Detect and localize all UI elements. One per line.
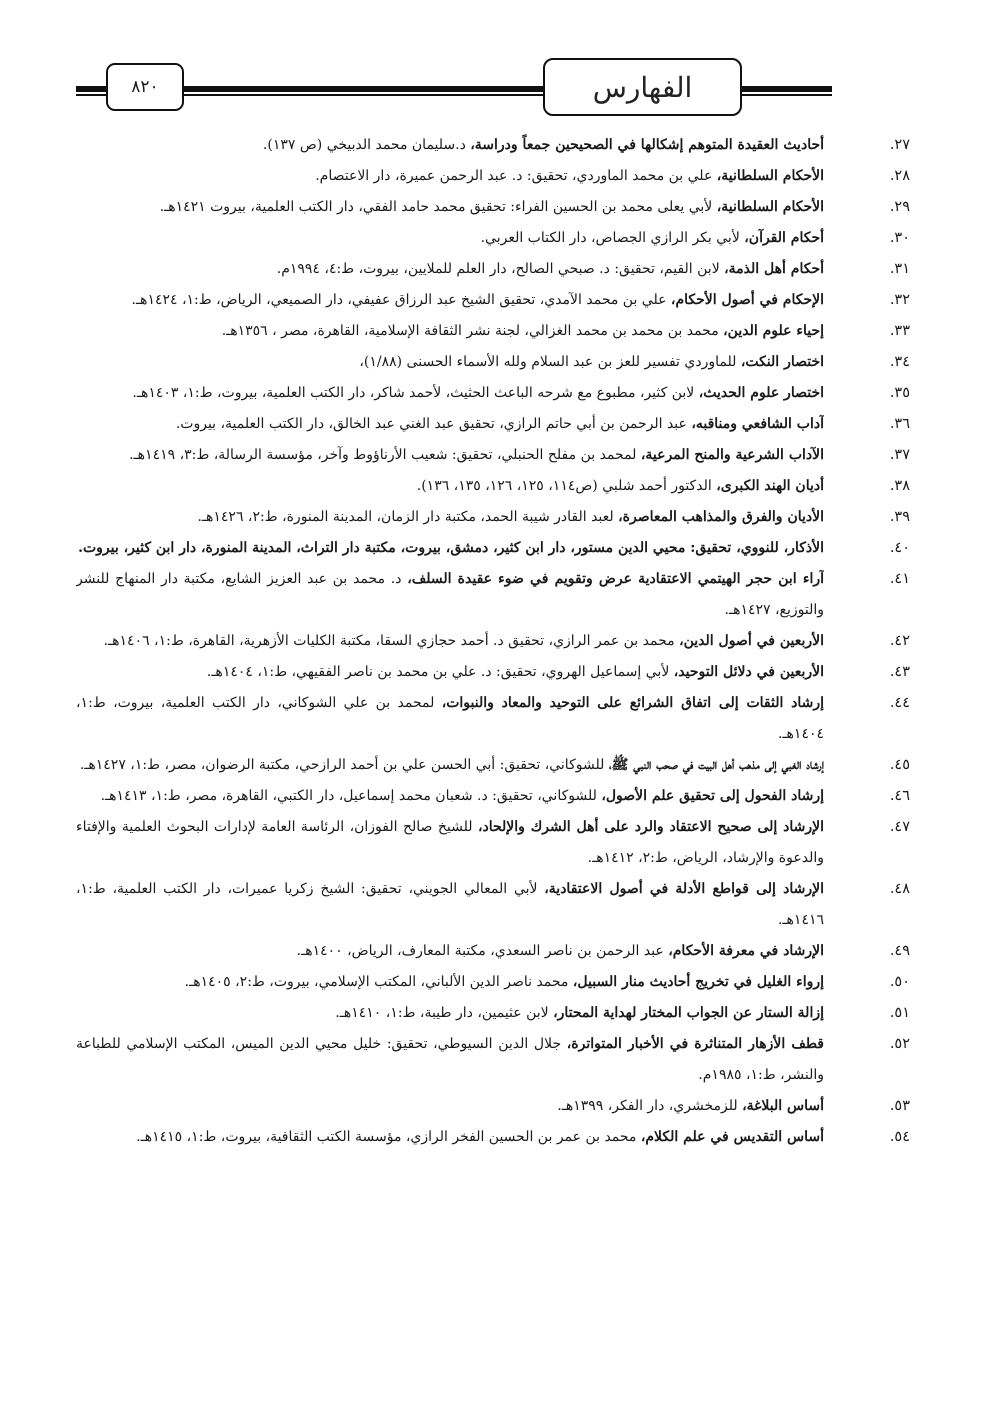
entry-title: الأذكار، للنووي، تحقيق: محيي الدين مستور، دار ابن كثير، دمشق، بيروت، مكتبة دار التراث، المدينة المنورة، دار ابن كثير، بيروت. — [78, 540, 824, 556]
entry-title: آراء ابن حجر الهيتمي الاعتقادية عرض وتقويم في ضوء عقيدة السلف، — [407, 571, 824, 587]
reference-entry — [76, 967, 910, 998]
entry-number: ٣٦. — [889, 416, 910, 432]
entry-number: ٤٨. — [889, 881, 910, 897]
reference-entry — [76, 688, 910, 750]
entry-title: الإحكام في أصول الأحكام، — [670, 292, 824, 308]
entry-title: الآداب الشرعية والمنح المرعية، — [640, 447, 824, 463]
entry-details: محمد ناصر الدين الألباني، المكتب الإسلامي، بيروت، ط:٢، ١٤٠٥هـ. — [184, 974, 573, 990]
entry-number: ٢٧. — [889, 137, 910, 153]
entry-details: جلال الدين السيوطي، تحقيق: خليل محيي الدين الميس، المكتب الإسلامي للطباعة والنشر، ط:١، ١٩٨٥م. — [76, 1036, 824, 1083]
reference-entry — [76, 936, 910, 967]
entry-title: قطف الأزهار المتناثرة في الأخبار المتواترة، — [566, 1036, 824, 1052]
entry-details: لأبي بكر الرازي الجصاص، دار الكتاب العربي. — [480, 230, 745, 246]
entry-title: اختصار النكت، — [740, 354, 824, 370]
entry-details: عبد الرحمن بن أبي حاتم الرازي، تحقيق عبد الغني عبد الخالق، دار الكتب العلمية، بيروت. — [175, 416, 692, 432]
entry-text — [76, 1029, 824, 1091]
entry-number: ٣٨. — [889, 478, 910, 494]
entry-text — [76, 688, 824, 750]
entry-details: للزمخشري، دار الفكر، ١٣٩٩هـ. — [557, 1098, 743, 1114]
entry-number: ٢٩. — [889, 199, 910, 215]
entry-text — [76, 440, 824, 471]
reference-entry — [76, 192, 910, 223]
entry-details: للشوكاني، تحقيق: أبي الحسن علي بن أحمد الرازحي، مكتبة الرضوان، مصر، ط:١، ١٤٢٧هـ. — [79, 757, 609, 773]
entry-text — [76, 378, 824, 409]
entry-text — [76, 967, 824, 998]
entry-text — [76, 781, 824, 812]
entry-text — [76, 161, 824, 192]
reference-entry — [76, 1091, 910, 1122]
reference-entry — [76, 409, 910, 440]
entry-title: الإرشاد إلى صحيح الاعتقاد والرد على أهل الشرك والإلحاد، — [477, 819, 824, 835]
entry-text — [76, 874, 824, 936]
entry-details: لمحمد بن علي الشوكاني، دار الكتب العلمية، بيروت، ط:١، ١٤٠٤هـ. — [76, 695, 824, 742]
reference-entry — [76, 626, 910, 657]
entry-text — [76, 316, 824, 347]
entry-details: لأبي المعالي الجويني، تحقيق: الشيخ زكريا عميرات، دار الكتب العلمية، ط:١، ١٤١٦هـ. — [76, 881, 824, 928]
entry-text — [76, 812, 824, 874]
entry-number: ٣٢. — [889, 292, 910, 308]
entry-details: محمد بن عمر بن الحسين الفخر الرازي، مؤسسة الكتب الثقافية، بيروت، ط:١، ١٤١٥هـ. — [136, 1129, 641, 1145]
entry-details: للشيخ صالح الفوزان، الرئاسة العامة لإدارات البحوث العلمية والإفتاء والدعوة والإرشاد، الرياض، ط:٢، ١٤١٢هـ. — [76, 819, 824, 866]
reference-entry — [76, 1122, 910, 1153]
reference-entry — [76, 161, 910, 192]
entry-details: محمد بن عمر الرازي، تحقيق د. أحمد حجازي السقا، مكتبة الكليات الأزهرية، القاهرة، ط:١، ١٤٠٦هـ. — [103, 633, 680, 649]
entry-title: اختصار علوم الحديث، — [698, 385, 824, 401]
entry-number: ٤١. — [889, 571, 910, 587]
entry-title: أحاديث العقيدة المتوهم إشكالها في الصحيحين جمعاً ودراسة، — [470, 137, 824, 153]
entry-title: الأديان والفرق والمذاهب المعاصرة، — [618, 509, 824, 525]
entry-number: ٥٢. — [889, 1036, 910, 1052]
entry-text — [76, 626, 824, 657]
entry-text — [76, 998, 824, 1029]
entry-details: للشوكاني، تحقيق: د. شعبان محمد إسماعيل، دار الكتبي، القاهرة، مصر، ط:١، ١٤١٣هـ. — [100, 788, 602, 804]
entry-details: لابن كثير، مطبوع مع شرحه الباعث الحثيث، لأحمد شاكر، دار الكتب العلمية، بيروت، ط:١، ١٤٠٣هـ. — [132, 385, 699, 401]
entry-text — [76, 502, 824, 533]
reference-entry — [76, 533, 910, 564]
entry-details: علي بن محمد الآمدي، تحقيق الشيخ عبد الرزاق عفيفي، دار الصميعي، الرياض، ط:١، ١٤٢٤هـ. — [131, 292, 671, 308]
entry-text — [76, 1122, 824, 1153]
entry-number: ٤٢. — [889, 633, 910, 649]
entry-details: لأبي إسماعيل الهروي، تحقيق: د. علي بن محمد بن ناصر الفقيهي، ط:١، ١٤٠٤هـ. — [206, 664, 674, 680]
entry-text — [76, 192, 824, 223]
reference-entry — [76, 657, 910, 688]
entry-text — [76, 1091, 824, 1122]
entry-details: لابن القيم، تحقيق: د. صبحي الصالح، دار العلم للملايين، بيروت، ط:٤، ١٩٩٤م. — [276, 261, 725, 277]
reference-entry — [76, 471, 910, 502]
entry-title: إرواء الغليل في تخريج أحاديث منار السبيل، — [572, 974, 824, 990]
entry-number: ٥٣. — [889, 1098, 910, 1114]
entry-number: ٥٤. — [889, 1129, 910, 1145]
entry-title: أحكام أهل الذمة، — [724, 261, 824, 277]
entry-number: ٣٣. — [889, 323, 910, 339]
reference-entry — [76, 874, 910, 936]
page-number: ٨٢٠ — [106, 63, 184, 111]
entry-title: إرشاد الغبي إلى مذهب أهل البيت في صحب النبي ﷺ، — [608, 757, 824, 773]
entry-title: إرشاد الثقات إلى اتفاق الشرائع على التوحيد والمعاد والنبوات، — [441, 695, 824, 711]
entry-number: ٤٠. — [889, 540, 910, 556]
entry-number: ٤٥. — [889, 757, 910, 773]
entry-number: ٤٧. — [889, 819, 910, 835]
entry-text — [76, 936, 824, 967]
entry-number: ٣٥. — [889, 385, 910, 401]
entry-details: لعبد القادر شيبة الحمد، مكتبة دار الزمان، المدينة المنورة، ط:٢، ١٤٢٦هـ. — [197, 509, 619, 525]
entry-number: ٤٤. — [889, 695, 910, 711]
reference-entry — [76, 998, 910, 1029]
entry-title: إرشاد الفحول إلى تحقيق علم الأصول، — [601, 788, 824, 804]
reference-entry — [76, 564, 910, 626]
entry-details: د. محمد بن عبد العزيز الشايع، مكتبة دار المنهاج للنشر والتوزيع، ١٤٢٧هـ. — [76, 571, 824, 618]
entry-text — [76, 285, 824, 316]
reference-entry — [76, 378, 910, 409]
entry-title: إحياء علوم الدين، — [723, 323, 824, 339]
entry-title: أحكام القرآن، — [744, 230, 824, 246]
reference-entry — [76, 316, 910, 347]
entry-details: للماوردي تفسير للعز بن عبد السلام ولله الأسماء الحسنى (١/٨٨)، — [359, 354, 741, 370]
entry-text — [76, 564, 824, 626]
reference-entry — [76, 502, 910, 533]
entry-text — [76, 750, 824, 781]
entry-number: ٣٠. — [889, 230, 910, 246]
entry-title: أساس التقديس في علم الكلام، — [640, 1129, 824, 1145]
reference-entry — [76, 130, 910, 161]
reference-entry — [76, 812, 910, 874]
entry-number: ٣٤. — [889, 354, 910, 370]
entry-title: آداب الشافعي ومناقبه، — [691, 416, 824, 432]
reference-entry — [76, 347, 910, 378]
entry-number: ٤٦. — [889, 788, 910, 804]
entry-text — [76, 347, 824, 378]
entry-title: الأربعين في دلائل التوحيد، — [673, 664, 824, 680]
entry-title: أساس البلاغة، — [742, 1098, 824, 1114]
entry-title: الأحكام السلطانية، — [716, 199, 824, 215]
entry-number: ٢٨. — [889, 168, 910, 184]
entry-number: ٥١. — [889, 1005, 910, 1021]
reference-entry — [76, 750, 910, 781]
reference-entry — [76, 781, 910, 812]
entry-number: ٣١. — [889, 261, 910, 277]
entry-details: لابن عثيمين، دار طيبة، ط:١، ١٤١٠هـ. — [335, 1005, 554, 1021]
entry-number: ٤٣. — [889, 664, 910, 680]
entry-text — [76, 254, 824, 285]
entry-title: الإرشاد في معرفة الأحكام، — [668, 943, 824, 959]
reference-entry — [76, 440, 910, 471]
entry-details: الدكتور أحمد شلبي (ص١١٤، ١٢٥، ١٢٦، ١٣٥، ١٣٦). — [416, 478, 717, 494]
entry-text — [76, 533, 824, 564]
reference-entry — [76, 1029, 910, 1091]
entry-title: الأحكام السلطانية، — [716, 168, 824, 184]
entry-number: ٣٧. — [889, 447, 910, 463]
entry-details: لأبي يعلى محمد بن الحسين الفراء: تحقيق محمد حامد الفقي، دار الكتب العلمية، بيروت ١٤٢١هـ. — [159, 199, 717, 215]
entry-text — [76, 409, 824, 440]
entry-details: محمد بن محمد بن محمد الغزالي، لجنة نشر الثقافة الإسلامية، القاهرة، مصر ، ١٣٥٦هـ. — [221, 323, 724, 339]
entry-details: لمحمد بن مفلح الحنبلي، تحقيق: شعيب الأرناؤوط وآخر، مؤسسة الرسالة، ط:٣، ١٤١٩هـ. — [129, 447, 641, 463]
entry-title: أديان الهند الكبرى، — [716, 478, 824, 494]
entry-text — [76, 471, 824, 502]
reference-entry — [76, 285, 910, 316]
entry-text — [76, 130, 824, 161]
reference-entry — [76, 223, 910, 254]
entry-title: إزالة الستار عن الجواب المختار لهداية المحتار، — [553, 1005, 824, 1021]
entry-title: الأربعين في أصول الدين، — [679, 633, 824, 649]
entry-number: ٥٠. — [889, 974, 910, 990]
entry-text — [76, 223, 824, 254]
references-list — [76, 130, 910, 1153]
entry-title: الإرشاد إلى قواطع الأدلة في أصول الاعتقادية، — [544, 881, 824, 897]
page-title: الفهارس — [543, 58, 742, 116]
entry-text — [76, 657, 824, 688]
entry-number: ٣٩. — [889, 509, 910, 525]
entry-details: علي بن محمد الماوردي، تحقيق: د. عبد الرحمن عميرة، دار الاعتصام. — [315, 168, 717, 184]
entry-number: ٤٩. — [889, 943, 910, 959]
reference-entry — [76, 254, 910, 285]
entry-details: عبد الرحمن بن ناصر السعدي، مكتبة المعارف، الرياض، ١٤٠٠هـ. — [296, 943, 669, 959]
entry-details: د.سليمان محمد الدبيخي (ص ١٣٧). — [262, 137, 471, 153]
